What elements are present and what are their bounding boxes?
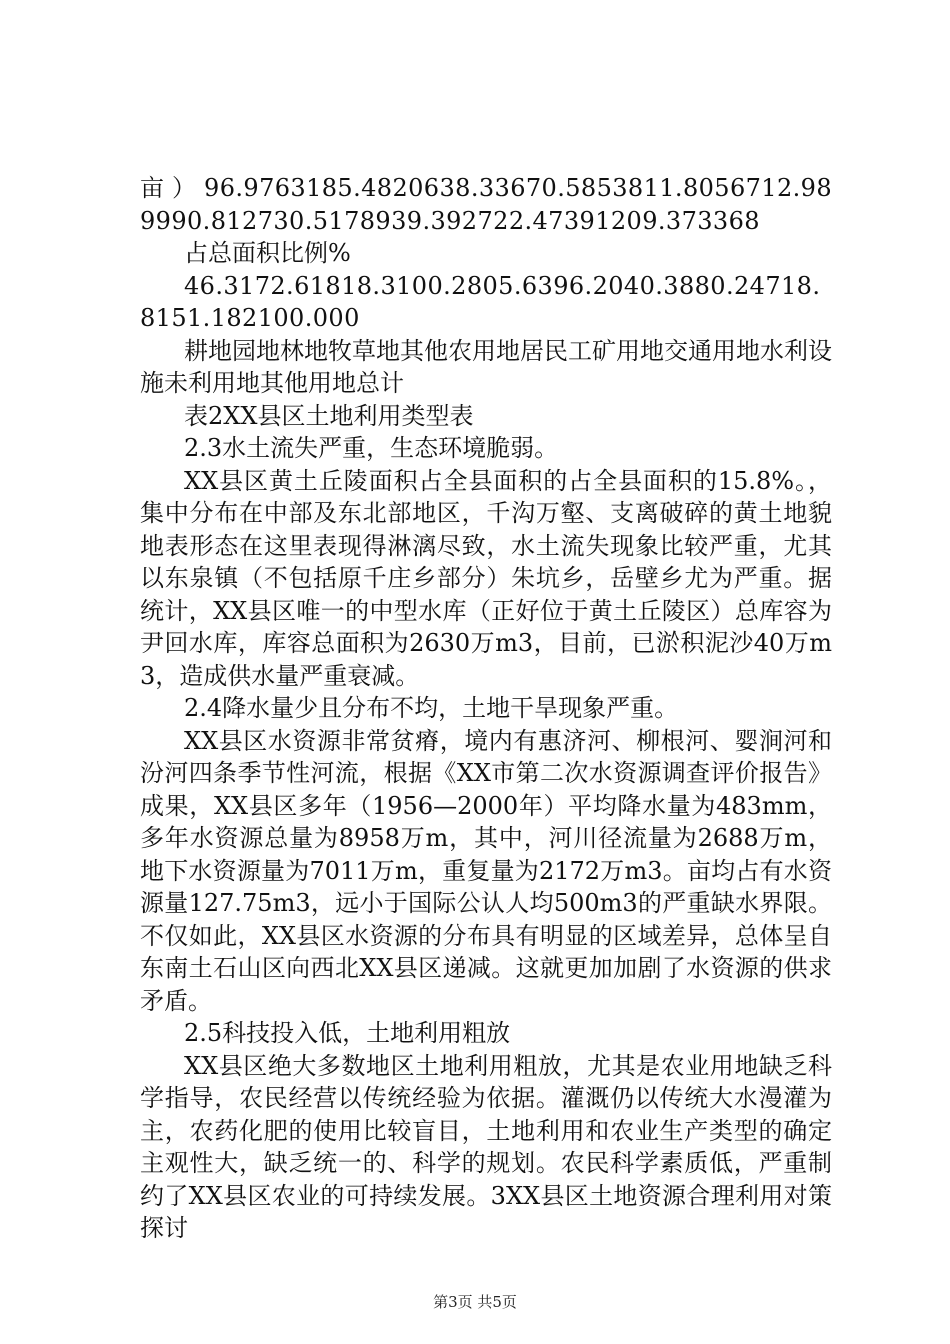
document-body [140,172,832,1245]
table-row-label-percentage: 占总面积比例% [184,239,351,267]
table-column-headers: 耕地园地林地牧草地其他农用地居民工矿用地交通用地水利设施未利用地其他用地总计 [140,336,832,397]
section-heading-2-3: 2.3水土流失严重，生态环境脆弱。 [184,434,559,462]
section-heading-2-5: 2.5科技投入低，土地利用粗放 [184,1019,511,1047]
section-heading-2-4: 2.4降水量少且分布不均，土地干旱现象严重。 [184,694,679,722]
paragraph-water-resources: XX县区水资源非常贫瘠，境内有惠济河、柳根河、婴涧河和汾河四条季节性河流，根据《XX市第二次水资源调查评价报告》成果，XX县区多年（1956—2000年）平均降水量为483mm，多年水资源总量为8958万m，其中，河川径流量为2688万m，地下水资源量为7011万m，重复量为2172万m3。亩均占有水资源量127.75m3，远小于国际公认人均500m3的严重缺水界限。不仅如此，XX县区水资源的分布具有明显的区域差异，总体呈自东南土石山区向西北XX县区递减。这就更加加剧了水资源的供求矛盾。 [140,726,832,1015]
paragraph-soil-erosion: XX县区黄土丘陵面积占全县面积的占全县面积的15.8%。，集中分布在中部及东北部地区，千沟万壑、支离破碎的黄土地貌地表形态在这里表现得淋漓尽致，水土流失现象比较严重，尤其以东泉镇（不包括原千庄乡部分）朱坑乡，岳壁乡尤为严重。据统计，XX县区唯一的中型水库（正好位于黄土丘陵区）总库容为尹回水库，库容总面积为2630万m3，目前，已淤积泥沙40万m3，造成供水量严重衰减。 [140,466,832,690]
paragraph-land-use: XX县区绝大多数地区土地利用粗放，尤其是农业用地缺乏科学指导，农民经营以传统经验为依据。灌溉仍以传统大水漫灌为主，农药化肥的使用比较盲目，土地利用和农业生产类型的确定主观性大，缺乏统一的、科学的规划。农民科学素质低，严重制约了XX县区农业的可持续发展。3XX县区土地资源合理利用对策探讨 [140,1051,832,1242]
table-caption: 表2XX县区土地利用类型表 [184,401,474,430]
table-row-area-values: 亩）96.9763185.4820638.33670.5853811.8056712.989990.812730.5178939.392722.47391209.373368 [140,174,832,235]
table-row-percentage-values: 46.3172.61818.3100.2805.6396.2040.3880.24718.8151.182100.000 [140,271,821,332]
page-footer: 第3页 共5页 [433,1293,517,1311]
